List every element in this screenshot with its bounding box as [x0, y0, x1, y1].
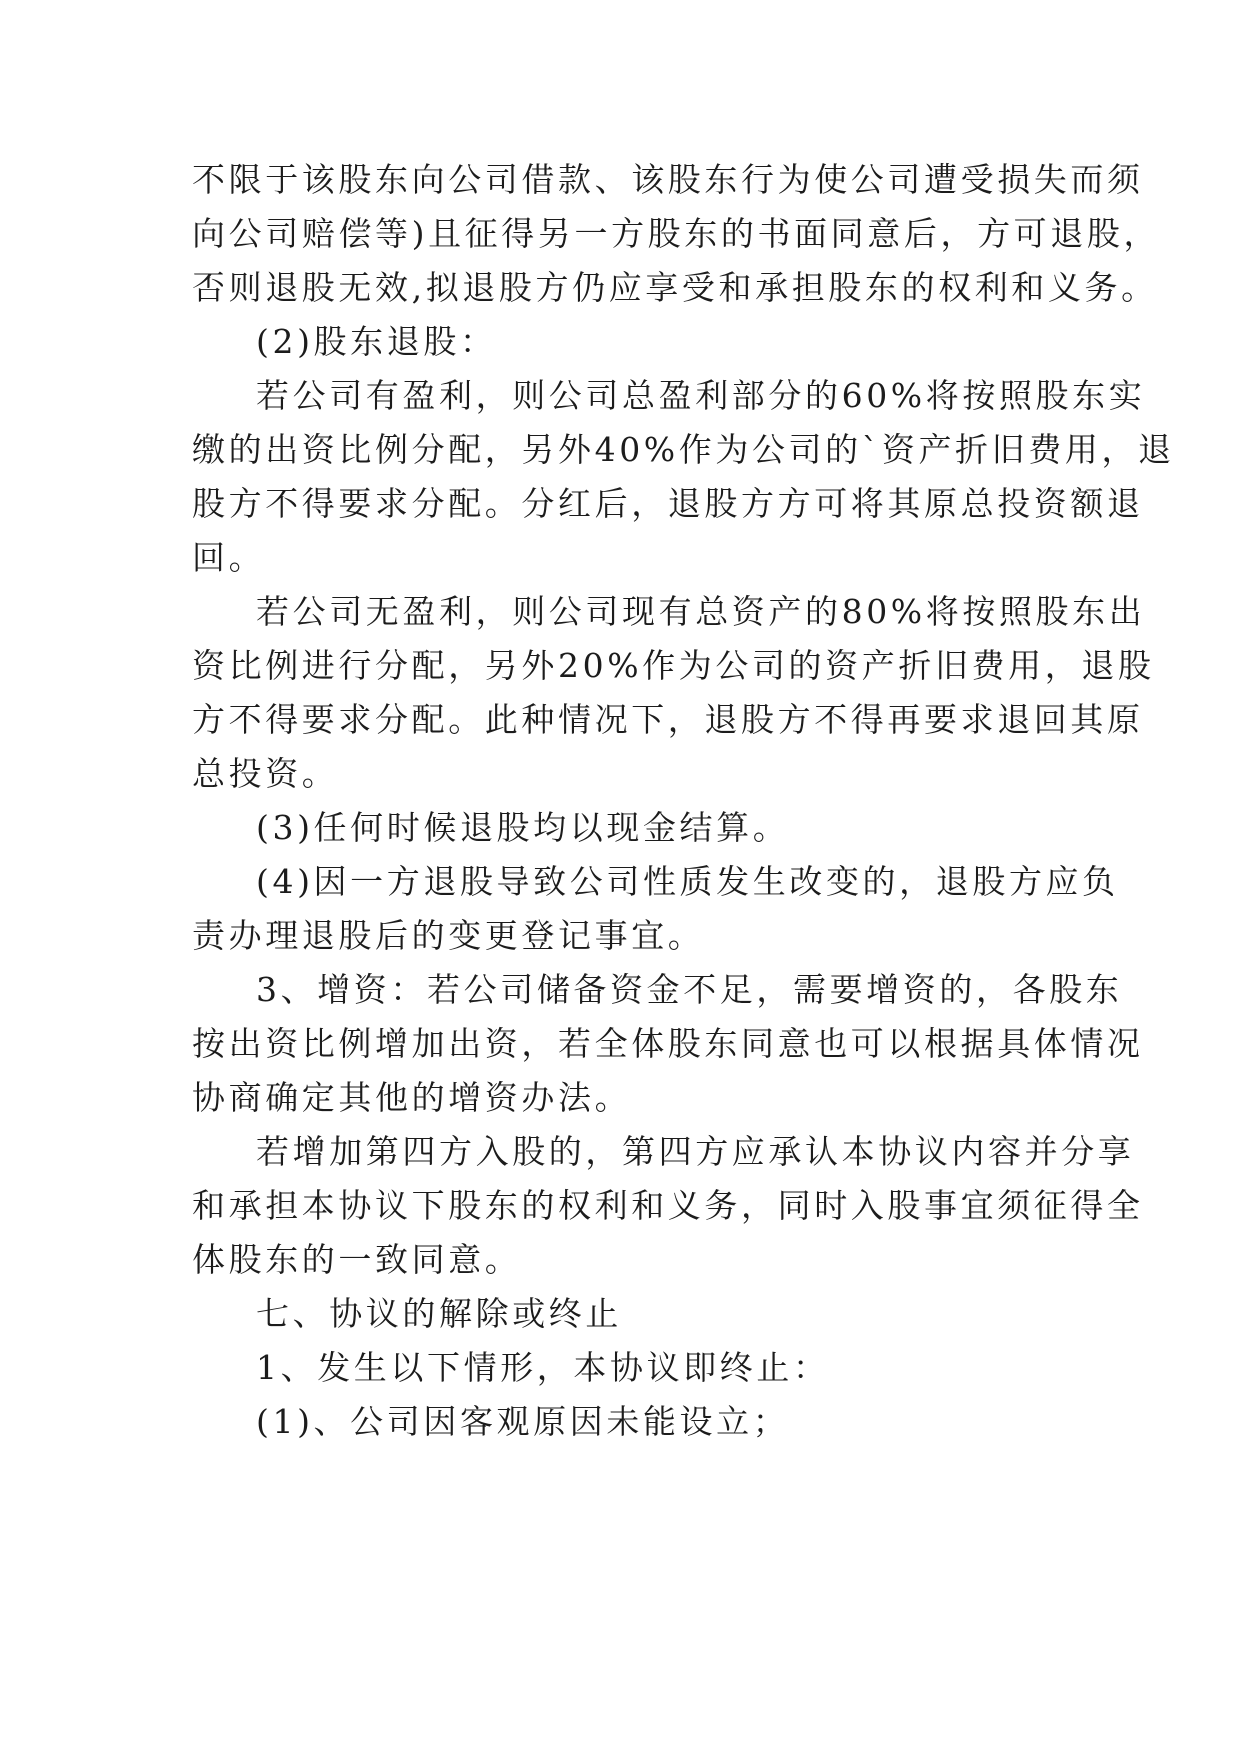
text-line: 向公司赔偿等)且征得另一方股东的书面同意后，方可退股， — [192, 214, 1161, 253]
text-line: (4)因一方退股导致公司性质发生改变的，退股方应负 — [256, 862, 1119, 901]
subsection-heading: (2)股东退股： — [256, 322, 497, 361]
text-line: 若公司有盈利，则公司总盈利部分的60%将按照股东实 — [256, 376, 1146, 415]
text-line: 责办理退股后的变更登记事宜。 — [192, 916, 705, 955]
text-line: 回。 — [192, 538, 266, 577]
text-line: 若增加第四方入股的，第四方应承认本协议内容并分享 — [256, 1132, 1135, 1171]
text-line: 和承担本协议下股东的权利和义务，同时入股事宜须征得全 — [192, 1186, 1144, 1225]
text-line: 协商确定其他的增资办法。 — [192, 1078, 632, 1117]
text-line: 3、增资：若公司储备资金不足，需要增资的，各股东 — [256, 970, 1123, 1009]
text-line: 缴的出资比例分配，另外40%作为公司的`资产折旧费用，退 — [192, 430, 1175, 469]
text-line: (3)任何时候退股均以现金结算。 — [256, 808, 790, 847]
text-line: 若公司无盈利，则公司现有总资产的80%将按照股东出 — [256, 592, 1146, 631]
text-line: (1)、公司因客观原因未能设立； — [256, 1402, 790, 1441]
text-line: 总投资。 — [192, 754, 339, 793]
text-line: 1、发生以下情形，本协议即终止： — [256, 1348, 830, 1387]
text-line: 不限于该股东向公司借款、该股东行为使公司遭受损失而须 — [192, 160, 1144, 199]
text-line: 体股东的一致同意。 — [192, 1240, 522, 1279]
text-line: 资比例进行分配，另外20%作为公司的资产折旧费用，退股 — [192, 646, 1155, 685]
text-line: 方不得要求分配。此种情况下，退股方不得再要求退回其原 — [192, 700, 1144, 739]
section-heading: 七、协议的解除或终止 — [256, 1294, 622, 1333]
text-line: 否则退股无效,拟退股方仍应享受和承担股东的权利和义务。 — [192, 268, 1158, 307]
text-line: 股方不得要求分配。分红后，退股方方可将其原总投资额退 — [192, 484, 1144, 523]
text-line: 按出资比例增加出资，若全体股东同意也可以根据具体情况 — [192, 1024, 1144, 1063]
